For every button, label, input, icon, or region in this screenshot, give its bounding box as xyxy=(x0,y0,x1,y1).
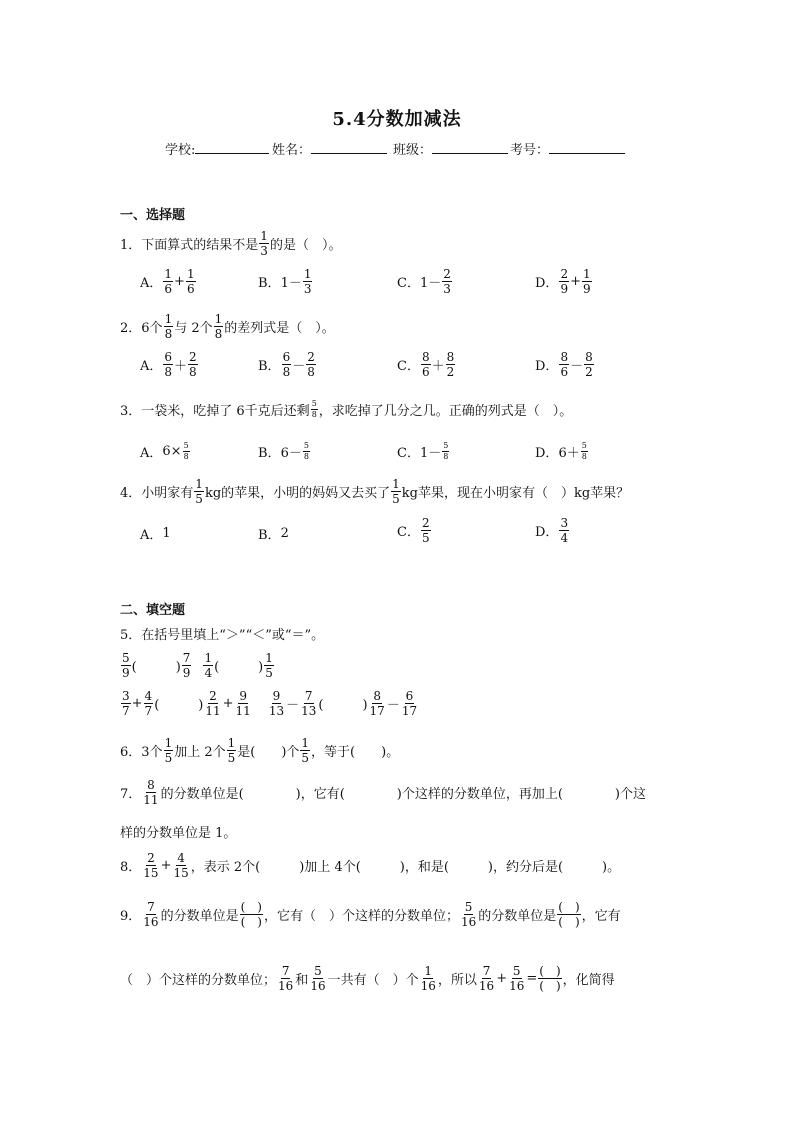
text-segment: + xyxy=(174,274,185,289)
q5-blank-4[interactable]: ( ) xyxy=(318,698,368,713)
fraction-numerator: 1 xyxy=(186,267,195,281)
text-segment: B． xyxy=(258,528,281,543)
fraction-numerator: 2 xyxy=(209,689,217,703)
school-blank[interactable] xyxy=(195,141,269,154)
text-segment: 1－ xyxy=(280,276,302,291)
text-segment: 1－ xyxy=(419,276,442,291)
text-segment: B． xyxy=(258,276,281,291)
fraction xyxy=(442,442,449,461)
fraction xyxy=(582,268,592,295)
fraction-numerator: 2 xyxy=(421,516,430,530)
exam-no-blank[interactable] xyxy=(549,141,625,154)
fraction-numerator: 5 xyxy=(122,651,130,665)
q2-text-1: 6个 xyxy=(141,321,163,336)
fraction xyxy=(442,268,452,295)
q9-blank-fraction-3[interactable] xyxy=(538,965,561,992)
fraction-numerator: 7 xyxy=(182,651,191,665)
fraction xyxy=(581,442,588,461)
fraction-numerator: 1 xyxy=(195,477,203,491)
fraction-denominator: 8 xyxy=(214,327,223,341)
text-segment: 1－ xyxy=(419,446,442,461)
fraction-numerator: 1 xyxy=(424,964,433,978)
fraction-denominator: 8 xyxy=(311,410,317,419)
q8-text[interactable]: ，表示 2个( )加上 4个( )，和是( )，约分后是( )。 xyxy=(190,860,621,875)
q3-fraction xyxy=(311,400,318,419)
fraction-numerator[interactable]: ( ) xyxy=(558,900,580,914)
q2-option-a[interactable] xyxy=(140,351,199,378)
fraction-denominator: 16 xyxy=(460,915,477,929)
fraction-numerator: 5 xyxy=(512,964,521,978)
text-segment: + xyxy=(496,971,508,986)
fraction-denominator: 9 xyxy=(122,666,130,680)
q9-blank-fraction-2[interactable] xyxy=(557,901,580,928)
q4-fraction-2 xyxy=(391,478,401,505)
fraction-denominator: 3 xyxy=(260,244,268,258)
q2-number: 2． xyxy=(120,321,142,336)
fraction xyxy=(182,652,192,679)
q5-blank-3[interactable]: ( ) xyxy=(154,698,204,713)
fraction-denominator: 6 xyxy=(164,282,173,296)
fraction-numerator: 1 xyxy=(582,267,591,281)
fraction-numerator: 6 xyxy=(164,350,173,364)
fraction-numerator: 5 xyxy=(314,964,322,978)
text-segment: － xyxy=(292,359,306,374)
fraction-denominator: 7 xyxy=(122,704,130,718)
q4-text-1: 小明家有 xyxy=(141,486,194,501)
fraction-denominator[interactable]: ( ) xyxy=(558,915,580,929)
fraction-denominator[interactable]: ( ) xyxy=(240,915,262,929)
fraction-denominator: 4 xyxy=(560,531,569,545)
fraction-denominator: 13 xyxy=(268,704,285,718)
text-segment: + xyxy=(570,274,581,289)
text-segment: ，所以 xyxy=(437,973,477,988)
fraction-denominator: 13 xyxy=(301,704,317,718)
school-field xyxy=(165,139,269,158)
text-segment: ，它有 xyxy=(581,909,621,924)
q7-number: 7． xyxy=(120,787,142,802)
section-choice-heading: 一、选择题 xyxy=(120,208,186,223)
fraction xyxy=(235,690,252,717)
fraction xyxy=(186,268,196,295)
q4-text-2: kg的苹果，小明的妈妈又去买了 xyxy=(204,486,391,501)
fraction-denominator: 6 xyxy=(421,365,430,379)
fraction-denominator[interactable]: ( ) xyxy=(539,979,561,993)
fraction-numerator[interactable]: ( ) xyxy=(539,964,561,978)
text-segment: 6× xyxy=(162,444,182,459)
question-5 xyxy=(120,624,324,643)
fraction-numerator: 1 xyxy=(164,267,173,281)
q2-fraction-2 xyxy=(214,313,224,340)
fraction-denominator: 6 xyxy=(560,365,569,379)
fraction-numerator: 1 xyxy=(265,651,273,665)
fraction xyxy=(421,351,431,378)
fraction-denominator: 2 xyxy=(446,365,455,379)
fraction-denominator: 11 xyxy=(205,704,221,718)
fraction-denominator: 5 xyxy=(421,531,430,545)
fraction-denominator: 9 xyxy=(582,282,591,296)
fraction-denominator: 3 xyxy=(303,282,312,296)
text-segment: ＋ xyxy=(174,359,188,374)
fraction-numerator: 1 xyxy=(204,651,213,665)
q3-text-post: ，求吃掉了几分之几。正确的列式是（ ）。 xyxy=(318,404,573,419)
fraction-numerator: 3 xyxy=(122,689,130,703)
q5-row-1 xyxy=(120,652,275,679)
fraction-numerator: 4 xyxy=(144,689,153,703)
fraction xyxy=(144,690,154,717)
text-segment: + xyxy=(222,696,234,711)
name-blank[interactable] xyxy=(311,141,387,154)
text-segment: D． xyxy=(535,525,559,540)
q9-blank-fraction-1[interactable] xyxy=(240,901,263,928)
question-9 xyxy=(120,901,621,928)
fraction-numerator: 8 xyxy=(446,350,455,364)
q4-fraction-1 xyxy=(194,478,204,505)
fraction-denominator: 8 xyxy=(183,452,189,461)
exam-no-label: 考号： xyxy=(510,143,550,158)
fraction-denominator: 5 xyxy=(265,666,273,680)
q5-text: 在括号里填上“＞”“＜”或“＝”。 xyxy=(141,628,325,643)
q1-number: 1． xyxy=(120,238,142,253)
q3-option-b[interactable] xyxy=(258,442,311,461)
question-6 xyxy=(120,737,399,764)
fraction-numerator: 5 xyxy=(303,441,309,450)
fraction xyxy=(163,351,173,378)
fraction-numerator: 1 xyxy=(227,736,236,750)
fraction-denominator: 3 xyxy=(443,282,451,296)
q4-option-b[interactable] xyxy=(258,524,289,543)
q2-option-d[interactable] xyxy=(535,351,595,378)
fraction-numerator: 7 xyxy=(147,900,155,914)
text-segment: 的分数单位是 xyxy=(478,909,557,924)
fraction-denominator: 6 xyxy=(186,282,195,296)
fraction xyxy=(309,965,326,992)
fraction-denominator: 7 xyxy=(144,704,153,718)
fraction-denominator: 8 xyxy=(443,452,449,461)
fraction-numerator: 8 xyxy=(585,350,593,364)
fraction xyxy=(559,517,569,544)
fraction-numerator: 2 xyxy=(147,851,155,865)
fraction-numerator: 8 xyxy=(147,778,155,792)
fraction-numerator: 2 xyxy=(443,267,451,281)
fraction-denominator: 5 xyxy=(195,492,203,506)
fraction-numerator: 7 xyxy=(304,689,313,703)
fraction xyxy=(142,901,159,928)
text-segment: C． xyxy=(397,446,420,461)
q4-option-a[interactable] xyxy=(140,524,171,543)
fraction-denominator: 16 xyxy=(143,915,159,929)
q3-option-a[interactable] xyxy=(140,442,191,461)
q7-continuation: 样的分数单位是 1。 xyxy=(120,826,237,841)
fraction xyxy=(300,690,317,717)
q8-number: 8． xyxy=(120,860,142,875)
fraction-denominator: 16 xyxy=(420,979,436,993)
q4-option-c[interactable] xyxy=(397,517,432,544)
text-segment: － xyxy=(286,698,300,713)
fraction-denominator: 9 xyxy=(560,282,569,296)
fraction-denominator: 5 xyxy=(392,492,400,506)
text-segment: A． xyxy=(140,528,163,543)
fraction-denominator: 9 xyxy=(182,666,191,680)
fraction-denominator: 8 xyxy=(164,365,173,379)
text-segment: 1 xyxy=(162,526,171,541)
fraction xyxy=(421,517,431,544)
fraction xyxy=(164,737,174,764)
question-2 xyxy=(120,313,335,340)
q1-fraction xyxy=(259,230,269,257)
fraction-numerator: 8 xyxy=(560,350,569,364)
fraction xyxy=(508,965,525,992)
fraction-numerator: 2 xyxy=(560,267,569,281)
fraction xyxy=(121,690,131,717)
fraction-numerator: 5 xyxy=(183,441,189,450)
fraction xyxy=(268,690,285,717)
text-segment: B． xyxy=(258,359,281,374)
fraction xyxy=(303,268,313,295)
q9-text-2[interactable]: ，它有（ ）个这样的分数单位； xyxy=(263,909,459,924)
q6-blank-text[interactable]: 是( )个 xyxy=(237,745,300,760)
fraction-numerator: 7 xyxy=(281,964,290,978)
q4-option-d[interactable] xyxy=(535,517,570,544)
fraction xyxy=(277,965,294,992)
fraction-numerator: 5 xyxy=(311,399,317,408)
fraction xyxy=(584,351,594,378)
fraction xyxy=(446,351,456,378)
fraction-denominator: 11 xyxy=(143,793,159,807)
fraction xyxy=(264,652,274,679)
text-segment: 3个 xyxy=(141,745,163,760)
fraction-numerator: 1 xyxy=(301,736,310,750)
question-4 xyxy=(120,478,629,505)
fraction-denominator: 8 xyxy=(581,452,587,461)
text-segment: 加上 2个 xyxy=(174,745,226,760)
fraction-denominator: 15 xyxy=(143,866,159,880)
fraction-denominator: 16 xyxy=(310,979,326,993)
q2-fraction-1 xyxy=(164,313,174,340)
fraction-denominator: 8 xyxy=(307,365,315,379)
fraction-numerator: 5 xyxy=(464,900,473,914)
fraction-numerator: 9 xyxy=(272,689,281,703)
q5-blank-1[interactable]: ( ) xyxy=(131,660,181,675)
class-blank[interactable] xyxy=(432,141,508,154)
fraction-denominator: 8 xyxy=(303,452,309,461)
fraction xyxy=(559,268,569,295)
q2-text-2: 与 2个 xyxy=(174,321,213,336)
exam-no-field xyxy=(510,139,625,158)
fraction-denominator: 11 xyxy=(235,704,251,718)
fraction-numerator: 1 xyxy=(164,736,173,750)
fraction-denominator: 16 xyxy=(509,979,525,993)
fraction xyxy=(369,690,386,717)
fraction-denominator: 17 xyxy=(369,704,385,718)
q1-text-pre: 下面算式的结果不是 xyxy=(141,238,259,253)
q4-number: 4． xyxy=(120,486,142,501)
fraction-numerator: 1 xyxy=(392,477,400,491)
fraction-numerator: 5 xyxy=(443,441,449,450)
text-segment: D． xyxy=(535,446,559,461)
fraction xyxy=(460,901,477,928)
q4-text-3: kg苹果，现在小明家有（ ）kg苹果？ xyxy=(401,486,630,501)
fraction xyxy=(172,852,189,879)
question-1 xyxy=(120,230,341,257)
fraction xyxy=(188,351,198,378)
text-segment: C． xyxy=(397,525,420,540)
q6-number: 6． xyxy=(120,745,142,760)
q1-option-c[interactable] xyxy=(397,268,453,295)
text-segment: ，化简得 xyxy=(562,973,615,988)
text-segment: A． xyxy=(140,446,163,461)
q2-text-3: 的差列式是（ ）。 xyxy=(224,321,335,336)
fraction-denominator: 8 xyxy=(282,365,291,379)
fraction-numerator: 2 xyxy=(189,350,197,364)
q1-text-post: 的是（ ）。 xyxy=(269,238,342,253)
text-segment: ，等于( )。 xyxy=(311,745,400,760)
text-segment: － xyxy=(570,359,584,374)
text-segment: D． xyxy=(535,276,559,291)
class-field xyxy=(393,139,508,158)
fraction-numerator: 4 xyxy=(177,851,185,865)
fraction-denominator: 15 xyxy=(173,866,189,880)
fraction xyxy=(142,852,159,879)
q9-number: 9． xyxy=(120,909,142,924)
fraction xyxy=(203,652,213,679)
fraction-numerator: 2 xyxy=(307,350,315,364)
text-segment: C． xyxy=(397,359,420,374)
q3-option-d[interactable] xyxy=(535,442,589,461)
fraction-denominator: 8 xyxy=(164,327,173,341)
q1-option-b[interactable] xyxy=(258,268,313,295)
fraction xyxy=(306,351,316,378)
question-3 xyxy=(120,400,572,419)
text-segment: = xyxy=(526,971,538,986)
fraction xyxy=(142,779,159,806)
text-segment: A． xyxy=(140,359,163,374)
fraction-denominator: 5 xyxy=(227,751,236,765)
question-8 xyxy=(120,852,620,879)
text-segment: + xyxy=(160,858,172,873)
fraction xyxy=(282,351,292,378)
fraction xyxy=(183,442,190,461)
name-label: 姓名： xyxy=(272,143,312,158)
text-segment: ＋ xyxy=(431,359,445,374)
text-segment: 和 xyxy=(295,973,309,988)
text-segment: B． xyxy=(258,446,281,461)
q3-option-c[interactable] xyxy=(397,442,450,461)
fraction-numerator: 1 xyxy=(164,312,173,326)
fraction xyxy=(420,965,437,992)
fraction-denominator: 5 xyxy=(301,751,310,765)
q5-row-2 xyxy=(120,690,419,717)
fraction-denominator: 8 xyxy=(189,365,197,379)
page-title: 5.4分数加减法 xyxy=(332,109,462,130)
fraction-numerator[interactable]: ( ) xyxy=(240,900,262,914)
school-label: 学校: xyxy=(165,143,196,158)
q2-option-c[interactable] xyxy=(397,351,456,378)
q7-text-1[interactable]: 的分数单位是( )，它有( )个这样的分数单位，再加上( )个这 xyxy=(160,787,646,802)
q5-blank-2[interactable]: ( ) xyxy=(214,660,264,675)
q9-continuation xyxy=(120,965,615,992)
text-segment: + xyxy=(131,696,143,711)
fraction xyxy=(163,268,173,295)
text-segment: － xyxy=(386,698,400,713)
q1-option-d[interactable] xyxy=(535,268,593,295)
fraction-numerator: 8 xyxy=(373,689,381,703)
fraction-numerator: 6 xyxy=(405,689,414,703)
section-fill-heading: 二、填空题 xyxy=(120,603,186,618)
text-segment: A． xyxy=(140,276,163,291)
fraction xyxy=(559,351,569,378)
fraction-numerator: 7 xyxy=(482,964,491,978)
q3-number: 3． xyxy=(120,404,142,419)
fraction xyxy=(303,442,310,461)
q5-number: 5． xyxy=(120,628,142,643)
fraction xyxy=(121,652,131,679)
class-label: 班级： xyxy=(393,143,433,158)
fraction-numerator: 8 xyxy=(421,350,430,364)
fraction xyxy=(227,737,237,764)
fraction-denominator: 4 xyxy=(204,666,213,680)
text-segment: 2 xyxy=(280,526,289,541)
fraction xyxy=(300,737,310,764)
fraction-denominator: 5 xyxy=(164,751,173,765)
fraction-denominator: 16 xyxy=(478,979,495,993)
q2-option-b[interactable] xyxy=(258,351,317,378)
fraction-numerator: 5 xyxy=(581,441,587,450)
q1-option-a[interactable] xyxy=(140,268,197,295)
q9-text-5[interactable]: （ ）个这样的分数单位； xyxy=(120,973,277,988)
fraction-numerator: 6 xyxy=(282,350,291,364)
fraction-denominator: 17 xyxy=(401,704,418,718)
text-segment: 6＋ xyxy=(558,446,580,461)
text-segment: 的分数单位是 xyxy=(160,909,239,924)
fraction xyxy=(478,965,495,992)
fraction-denominator: 16 xyxy=(278,979,294,993)
question-7 xyxy=(120,779,646,806)
fraction-numerator: 1 xyxy=(260,229,268,243)
fraction-numerator: 3 xyxy=(560,516,569,530)
fraction-denominator: 2 xyxy=(585,365,593,379)
fraction xyxy=(401,690,418,717)
fraction-numerator: 1 xyxy=(214,312,223,326)
text-segment: D． xyxy=(535,359,559,374)
name-field xyxy=(272,139,387,158)
text-segment: 6－ xyxy=(280,446,302,461)
q9-text-7[interactable]: 一共有（ ）个 xyxy=(327,973,419,988)
fraction-numerator: 1 xyxy=(303,267,312,281)
fraction xyxy=(204,690,221,717)
fraction-numerator: 9 xyxy=(239,689,247,703)
text-segment: C． xyxy=(397,276,420,291)
q3-text-pre: 一袋米，吃掉了 6千克后还剩 xyxy=(141,404,310,419)
